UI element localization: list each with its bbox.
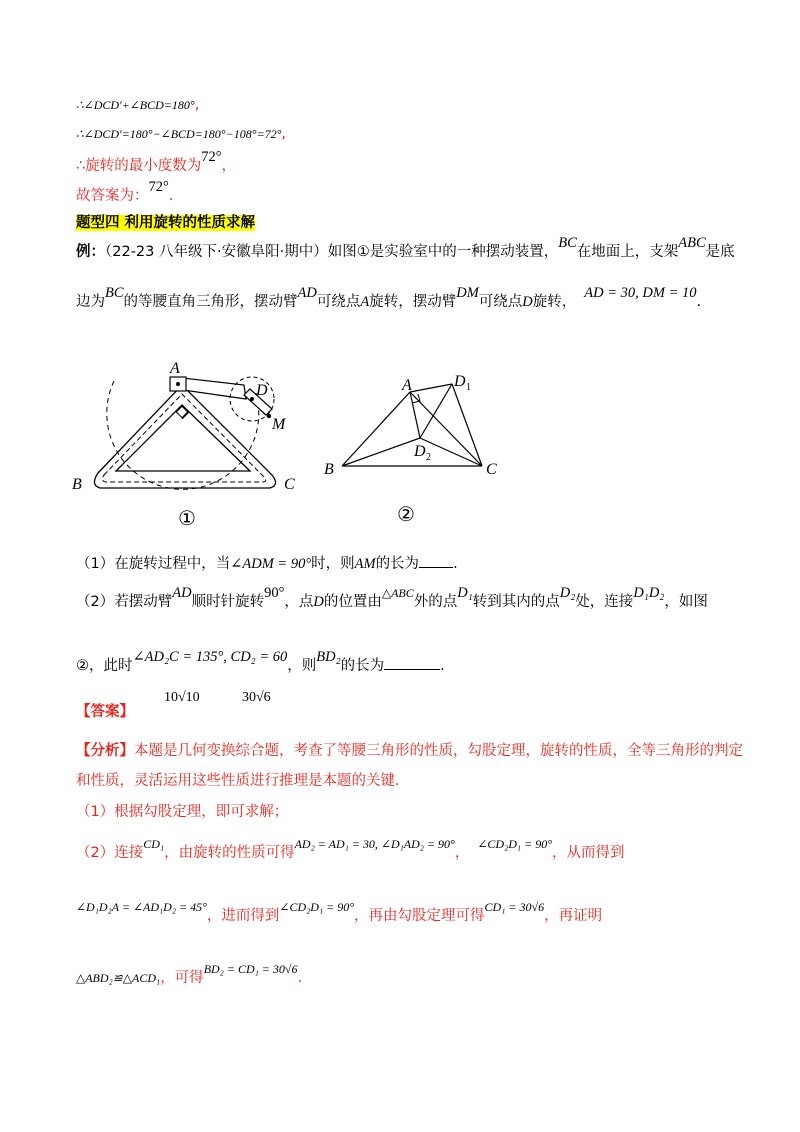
label-d2-sub: 2 xyxy=(426,452,431,463)
answer-prefix: 故答案为： xyxy=(76,188,149,204)
label-m: M xyxy=(272,416,286,433)
analysis-label: 【分析】 xyxy=(76,743,134,759)
example-text-2f: 旋转， xyxy=(532,294,577,310)
step-3-text-a: ，进而得到 xyxy=(206,908,280,924)
math-ad-dm-values: AD = 30, DM = 10 xyxy=(584,285,697,301)
analysis-step-3 xyxy=(76,900,603,926)
step-4-formula-1: △ABD₂≌△ACD₁ xyxy=(76,971,161,985)
figure-2-caption: ② xyxy=(397,504,415,526)
example-text-2d: 旋转，摆动臂 xyxy=(369,294,457,310)
answer-period: ． xyxy=(168,188,184,204)
proof-line-2 xyxy=(76,124,286,144)
step-3-formula-3: CD₁ = 30√6 xyxy=(484,900,545,914)
section-heading xyxy=(76,213,255,233)
example-line-1 xyxy=(76,235,735,262)
example-text-1b: 在地面上，支架 xyxy=(576,244,679,260)
q2-cont-text-b: ，则 xyxy=(287,658,317,674)
label-c: C xyxy=(284,476,295,493)
q2-text-g: 处，连接 xyxy=(575,594,634,610)
label-d1: D xyxy=(454,373,466,390)
label-c-2: C xyxy=(486,461,497,478)
math-ad: AD xyxy=(297,285,317,301)
analysis-step-1-text: （1）根据勾股定理，即可求解； xyxy=(76,804,289,820)
q2-answer-blank[interactable] xyxy=(384,655,440,670)
q2-cont-text-a: ②，此时 xyxy=(76,658,133,674)
example-text-2c: 可绕点 xyxy=(316,294,361,310)
q1-condition: ∠ADM = 90° xyxy=(230,556,312,572)
step-3-formula-2: ∠CD₂D₁ = 90° xyxy=(279,900,355,914)
answer-line xyxy=(76,702,134,722)
q2-triangle: △ABC xyxy=(381,586,414,600)
figure-1-caption: ① xyxy=(178,508,196,530)
step-4-formula-2: BD₂ = CD₁ = 30√6 xyxy=(203,962,298,976)
step-2-text-d: ，从而得到 xyxy=(552,845,625,861)
q2-cont-text-c: 的长为 xyxy=(340,658,385,674)
step-2-text-b: ，由旋转的性质可得 xyxy=(164,845,295,861)
step-2-formula-1: AD₂ = AD₁ = 30, ∠D₁AD₂ = 90° xyxy=(294,837,455,851)
section-title: 题型四 利用旋转的性质求解 xyxy=(76,215,256,231)
step-4-period: . xyxy=(297,970,303,986)
q2-text-h: ，如图 xyxy=(664,594,708,610)
label-b: B xyxy=(72,476,82,493)
answer-label: 【答案】 xyxy=(76,704,134,720)
label-d2: D xyxy=(414,443,426,460)
segment-cd1 xyxy=(452,384,482,466)
segment-ad2 xyxy=(410,392,420,438)
support-frame-inner xyxy=(116,405,250,471)
proof-comma-1: , xyxy=(194,97,200,113)
example-text-2a: 边为 xyxy=(76,294,105,310)
q2-d2: D₂ xyxy=(559,585,576,601)
q1-text-c: 的长为 xyxy=(375,556,420,572)
analysis-step-2 xyxy=(76,837,625,863)
analysis-line-1 xyxy=(76,741,743,761)
q1-answer-blank[interactable] xyxy=(419,553,453,568)
label-d: D xyxy=(256,382,268,399)
math-d: D xyxy=(522,294,533,310)
question-1 xyxy=(76,553,468,574)
q2-cont-period: ． xyxy=(440,658,455,674)
analysis-text-1: 本题是几何变换综合题，考查了等腰三角形的性质，勾股定理，旋转的性质，全等三角形的判定 xyxy=(134,743,743,759)
example-text-2e: 可绕点 xyxy=(478,294,523,310)
proof-text-3: ∴旋转的最小度数为 xyxy=(76,158,202,174)
proof-line-4 xyxy=(76,179,184,206)
q2-cont-condition: ∠AD₂C = 135°, CD₂ = 60 xyxy=(132,649,288,665)
q2-text-f: 转到其内的点 xyxy=(472,594,560,610)
answer-value-1: 10√10 xyxy=(164,690,200,705)
q2-cont-bd2: BD₂ xyxy=(316,649,341,665)
support-frame-outer xyxy=(94,385,275,488)
step-4-text-a: ，可得 xyxy=(160,970,204,986)
math-bc-2: BC xyxy=(105,285,124,301)
math-a: A xyxy=(360,294,370,310)
proof-line-1 xyxy=(76,95,199,115)
analysis-step-1 xyxy=(76,802,288,822)
proof-comma-2: , xyxy=(281,126,286,142)
proof-formula-2: ∴∠DCD′=180°−∠BCD=180°−108°=72° xyxy=(76,127,282,141)
min-rotation-value: 72° xyxy=(201,149,222,165)
analysis-text-2: 和性质，灵活运用这些性质进行推理是本题的关键． xyxy=(76,773,410,789)
example-period: . xyxy=(696,294,702,310)
figure-2-geometry xyxy=(318,370,508,485)
label-a-2: A xyxy=(402,377,412,394)
q2-text-a: （2）若摆动臂 xyxy=(76,594,173,610)
proof-formula-1: ∴∠DCD′+∠BCD=180° xyxy=(76,98,195,112)
q2-d1d2: D₁D₂ xyxy=(633,585,665,601)
math-abc: ABC xyxy=(678,235,706,251)
q1-text-b: 时，则 xyxy=(311,556,355,572)
question-2-cont xyxy=(76,649,455,676)
q2-d1: D₁ xyxy=(457,585,473,601)
step-2-text-c: ， xyxy=(454,845,470,861)
example-line-2 xyxy=(76,285,702,312)
proof-line-3 xyxy=(76,149,237,176)
example-text-1a: （22-23 八年级下·安徽阜阳·期中）如图①是实验室中的一种摆动装置， xyxy=(105,244,559,260)
analysis-step-4 xyxy=(76,962,303,988)
math-bc: BC xyxy=(558,235,577,251)
q2-d: D xyxy=(313,594,324,610)
step-3-formula-1: ∠D₁D₂A = ∠AD₁D₂ = 45° xyxy=(76,900,207,914)
q1-am: AM xyxy=(354,556,376,572)
answer-value-2: 30√6 xyxy=(242,690,271,705)
segment-ab xyxy=(342,392,410,466)
q2-text-c: ，点 xyxy=(284,594,314,610)
q1-period: ． xyxy=(453,556,468,572)
step-3-text-b: ，再由勾股定理可得 xyxy=(354,908,485,924)
q2-degree: 90° xyxy=(264,585,285,601)
answer-value: 72° xyxy=(148,179,169,195)
q2-ad: AD xyxy=(172,585,192,601)
example-text-2b: 的等腰直角三角形，摆动臂 xyxy=(123,294,298,310)
segment-bd2 xyxy=(342,438,420,466)
proof-comma-3: ， xyxy=(221,158,237,174)
q2-text-e: 外的点 xyxy=(413,594,458,610)
q2-text-b: 顺时针旋转 xyxy=(191,594,265,610)
label-b-2: B xyxy=(324,461,334,478)
segment-ad1 xyxy=(410,384,452,392)
math-dm: DM xyxy=(456,285,479,301)
step-3-text-c: ，再证明 xyxy=(544,908,603,924)
label-a: A xyxy=(170,360,180,377)
example-label: 例： xyxy=(76,244,105,260)
analysis-line-2 xyxy=(76,771,410,791)
step-2-cd1: CD₁ xyxy=(143,837,165,851)
step-2-text-a: （2）连接 xyxy=(76,845,144,861)
q2-text-d: 的位置由 xyxy=(323,594,382,610)
question-2 xyxy=(76,585,708,612)
step-2-formula-2: ∠CD₂D₁ = 90° xyxy=(477,837,552,851)
q1-text-a: （1）在旋转过程中，当 xyxy=(76,556,231,572)
example-text-1c: 是底 xyxy=(705,244,735,260)
label-d1-sub: 1 xyxy=(466,382,471,393)
